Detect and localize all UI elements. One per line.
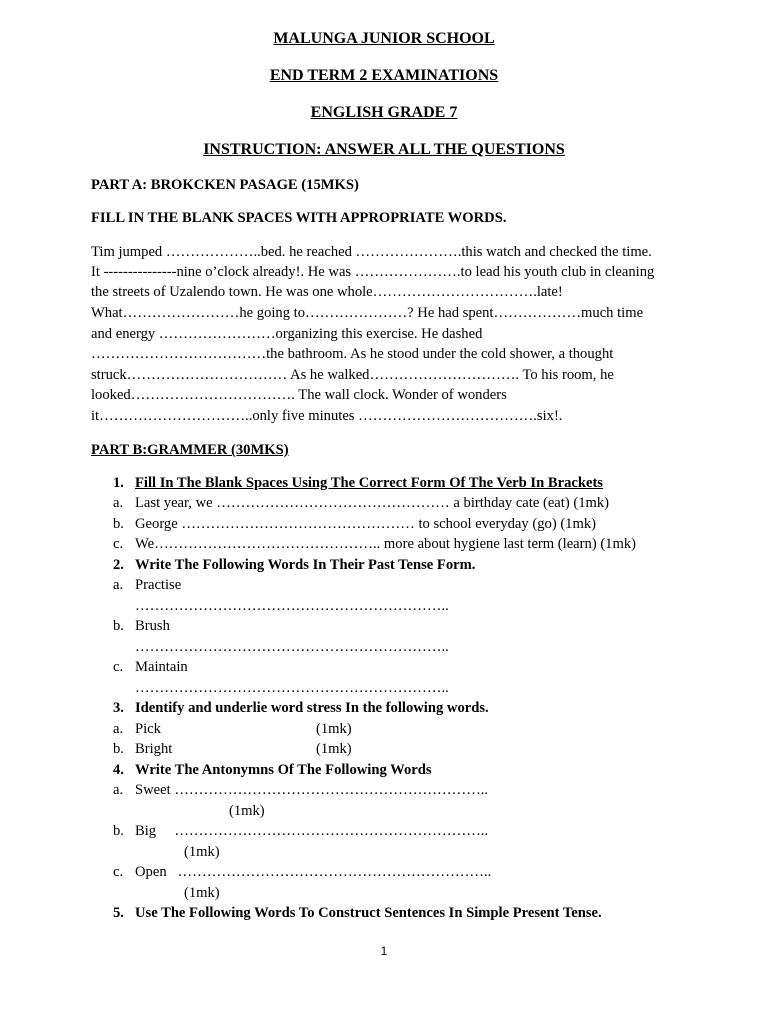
- question-1b: George ………………………………………… to school everyday (go) (1mk): [135, 516, 596, 532]
- marks-label: (1mk): [184, 844, 220, 860]
- question-number: 1.: [113, 475, 124, 491]
- marks-label: (1mk): [184, 885, 220, 901]
- item-letter: a.: [113, 721, 124, 737]
- passage-line: What……………………he going to…………………? He had spent………………much time: [91, 305, 644, 321]
- question-4c: Open ………………………………………………………..: [135, 864, 492, 880]
- question-4a: Sweet ………………………………………………………..: [135, 782, 489, 798]
- question-3-text: Identify and underlie word stress In the following words.: [135, 700, 489, 716]
- item-letter: a.: [113, 495, 124, 511]
- part-a-heading: PART A: BROKCKEN PASAGE (15MKS): [91, 177, 359, 193]
- question-number: 4.: [113, 762, 124, 778]
- passage-line: struck…………………………… As he walked…………………………. To his room, he: [91, 367, 614, 383]
- part-b-heading: PART B:GRAMMER (30MKS): [91, 442, 289, 458]
- passage-line: ………………………………the bathroom. As he stood under the cold shower, a thought: [91, 346, 614, 362]
- question-2c-word: Maintain: [135, 659, 188, 675]
- question-2b-word: Brush: [135, 618, 170, 634]
- question-2a-word: Practise: [135, 577, 182, 593]
- item-letter: a.: [113, 782, 124, 798]
- question-1c: We……………………………………….. more about hygiene last term (learn) (1mk): [135, 536, 636, 552]
- exam-title: END TERM 2 EXAMINATIONS: [269, 67, 499, 84]
- marks-label: (1mk): [316, 741, 352, 757]
- item-letter: b.: [113, 516, 124, 532]
- marks-label: (1mk): [229, 803, 265, 819]
- item-letter: b.: [113, 741, 124, 757]
- passage-line: Tim jumped ………………..bed. he reached ………………….this watch and checked the time.: [91, 244, 652, 260]
- school-name: MALUNGA JUNIOR SCHOOL: [273, 30, 495, 47]
- question-2-text: Write The Following Words In Their Past Tense Form.: [135, 557, 476, 573]
- question-number: 3.: [113, 700, 124, 716]
- question-number: 2.: [113, 557, 124, 573]
- question-number: 5.: [113, 905, 124, 921]
- item-letter: b.: [113, 618, 124, 634]
- marks-label: (1mk): [316, 721, 352, 737]
- answer-blank: ………………………………………………………..: [135, 639, 449, 655]
- part-a-instruction: FILL IN THE BLANK SPACES WITH APPROPRIATE WORDS.: [91, 210, 507, 226]
- item-letter: a.: [113, 577, 124, 593]
- item-letter: c.: [113, 864, 124, 880]
- question-4b: Big ………………………………………………………..: [135, 823, 489, 839]
- item-letter: b.: [113, 823, 124, 839]
- question-5-text: Use The Following Words To Construct Sentences In Simple Present Tense.: [135, 905, 602, 921]
- question-1-text: Fill In The Blank Spaces Using The Correct Form Of The Verb In Brackets: [135, 475, 603, 491]
- question-4-text: Write The Antonymns Of The Following Words: [135, 762, 432, 778]
- passage-line: the streets of Uzalendo town. He was one whole…………………………….late!: [91, 284, 563, 300]
- page-number: 1: [380, 944, 388, 958]
- passage-line: It ---------------nine o’clock already!. He was ………………….to lead his youth club in cleaning: [91, 264, 655, 280]
- passage-line: looked……………………………. The wall clock. Wonder of wonders: [91, 387, 507, 403]
- question-3a-word: Pick: [135, 721, 161, 737]
- passage-line: and energy ……………………organizing this exercise. He dashed: [91, 326, 483, 342]
- instruction-title: INSTRUCTION: ANSWER ALL THE QUESTIONS: [203, 141, 565, 158]
- question-3b-word: Bright: [135, 741, 173, 757]
- passage-line: it…………………………..only five minutes ……………………………….six!.: [91, 408, 563, 424]
- answer-blank: ………………………………………………………..: [135, 680, 449, 696]
- answer-blank: ………………………………………………………..: [135, 598, 449, 614]
- item-letter: c.: [113, 659, 124, 675]
- question-1a: Last year, we ………………………………………… a birthday cate (eat) (1mk): [135, 495, 609, 511]
- subject-title: ENGLISH GRADE 7: [310, 104, 458, 121]
- item-letter: c.: [113, 536, 124, 552]
